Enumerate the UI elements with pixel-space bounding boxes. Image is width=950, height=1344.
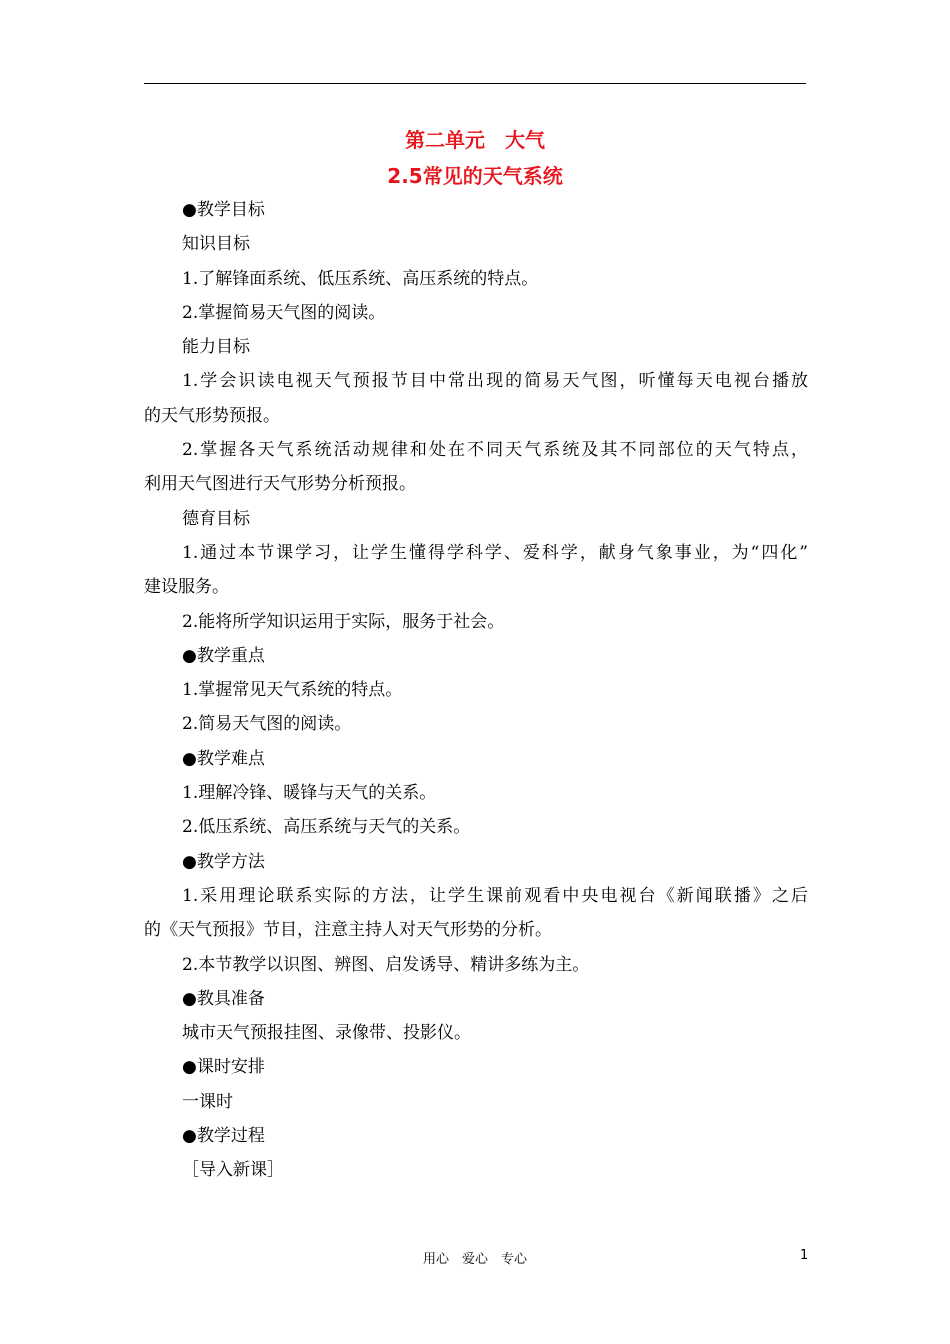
footer-motto: 用心 爱心 专心	[422, 1252, 527, 1267]
body-line: 1.理解冷锋、暖锋与天气的关系。	[182, 783, 437, 804]
body-line: 2.能将所学知识运用于实际，服务于社会。	[182, 611, 505, 632]
lesson-title: 2.5常见的天气系统	[387, 164, 563, 188]
body-line: 2.简易天气图的阅读。	[182, 714, 352, 735]
unit-title: 第二单元 大气	[405, 128, 545, 152]
body-line: ［导入新课］	[182, 1160, 284, 1181]
body-line: ●教学目标	[182, 200, 265, 220]
body-line: 一课时	[182, 1091, 233, 1112]
body-line: 知识目标	[182, 234, 250, 255]
body-line: 的《天气预报》节目，注意主持人对天气形势的分析。	[144, 920, 552, 941]
body-line: 2.掌握简易天气图的阅读。	[182, 302, 386, 323]
body-line: 2.本节教学以识图、辨图、启发诱导、精讲多练为主。	[182, 954, 590, 975]
body-line: 的天气形势预报。	[144, 405, 280, 426]
body-line: 1.通过本节课学习，让学生懂得学科学、爱科学，献身气象事业，为“四化”	[182, 542, 808, 563]
body-line: 德育目标	[182, 508, 250, 529]
body-line: 1.学会识读电视天气预报节目中常出现的简易天气图，听懂每天电视台播放	[182, 371, 808, 392]
body-line: 城市天气预报挂图、录像带、投影仪。	[182, 1023, 471, 1044]
body-line: 2.低压系统、高压系统与天气的关系。	[182, 817, 471, 838]
body-line: 2.掌握各天气系统活动规律和处在不同天气系统及其不同部位的天气特点，	[182, 440, 808, 461]
body-line: 利用天气图进行天气形势分析预报。	[144, 474, 416, 495]
header-rule	[144, 83, 806, 84]
body-line: ●教学方法	[182, 851, 265, 872]
body-line: ●课时安排	[182, 1057, 265, 1078]
body-line: 建设服务。	[144, 577, 229, 598]
body-line: ●教学难点	[182, 748, 265, 769]
body-line: ●教学重点	[182, 645, 265, 666]
body-line: ●教具准备	[182, 988, 265, 1009]
body-line: 1.掌握常见天气系统的特点。	[182, 680, 403, 701]
body-line: 1.了解锋面系统、低压系统、高压系统的特点。	[182, 268, 539, 289]
body-line: ●教学过程	[182, 1126, 265, 1147]
document-body	[144, 193, 808, 1188]
body-line: 1.采用理论联系实际的方法，让学生课前观看中央电视台《新闻联播》之后	[182, 885, 808, 906]
page-number: 1	[800, 1248, 809, 1263]
body-line: 能力目标	[182, 337, 250, 358]
